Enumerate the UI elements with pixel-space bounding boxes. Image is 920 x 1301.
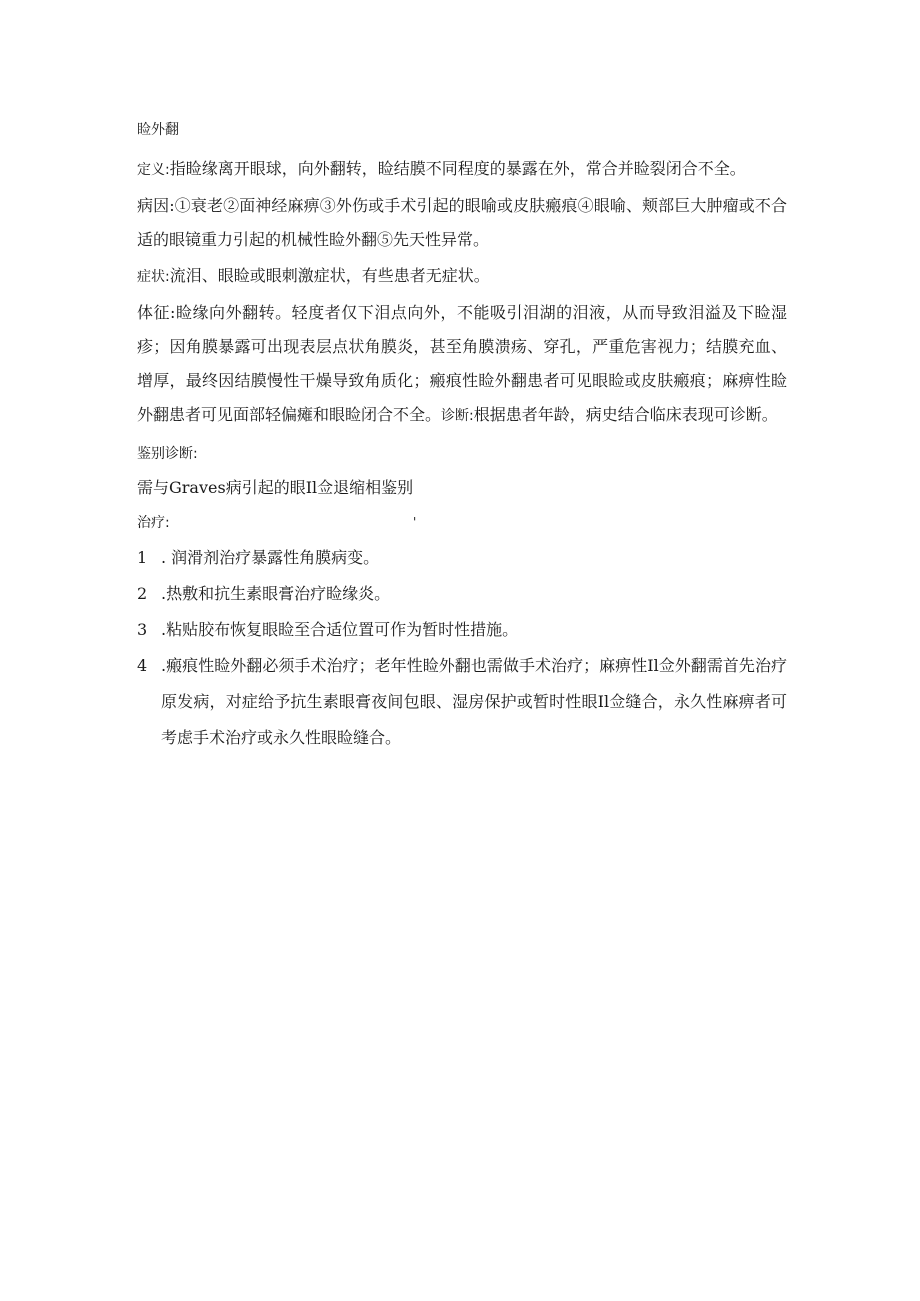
treatment-item xyxy=(137,648,787,756)
definition-paragraph xyxy=(137,152,787,187)
treatment-item-text: . 润滑剂治疗暴露性角膜病变。 xyxy=(161,548,380,567)
signs-text: 睑缘向外翻转。轻度者仅下泪点向外，不能吸引泪湖的泪液，从而导致泪溢及下睑湿疹；因角膜暴露可出现表层点状角膜炎，甚至角膜溃疡、穿孔，严重危害视力；结膜充血、增厚，最终因结膜慢性干燥导致角质化；瘢痕性睑外翻患者可见眼睑或皮肤瘢痕；麻痹性睑外翻患者可见面部轻偏瘫和眼睑闭合不全。 xyxy=(137,303,787,424)
treatment-item-number: 4 xyxy=(137,656,148,675)
diagnosis-label: 诊断: xyxy=(441,408,474,424)
treatment-item-number: 1 xyxy=(137,548,148,567)
treatment-item-text: .热敷和抗生素眼膏治疗睑缘炎。 xyxy=(161,584,391,603)
treatment-list xyxy=(137,540,787,756)
cause-label: 病因: xyxy=(137,196,175,215)
stray-mark: ' xyxy=(413,515,417,529)
symptom-paragraph xyxy=(137,259,787,294)
cause-paragraph xyxy=(137,189,787,257)
treatment-label: 治疗: xyxy=(137,515,170,531)
treatment-item-number: 3 xyxy=(137,620,148,639)
treatment-heading xyxy=(137,505,787,540)
treatment-item xyxy=(137,576,787,612)
treatment-item-text: .瘢痕性睑外翻必须手术治疗；老年性睑外翻也需做手术治疗；麻痹性Il佥外翻需首先治疗原发病，对症给予抗生素眼膏夜间包眼、湿房保护或暂时性眼Il佥缝合，永久性麻痹者可考虑手术治疗或永久性眼睑缝合。 xyxy=(161,656,787,747)
document-page xyxy=(137,118,787,756)
treatment-item xyxy=(137,540,787,576)
diagnosis-text: 根据患者年龄，病史结合临床表现可诊断。 xyxy=(473,405,778,424)
treatment-item-number: 2 xyxy=(137,584,148,603)
differential-label: 鉴别诊断: xyxy=(137,446,198,462)
symptom-label: 症状: xyxy=(137,269,170,285)
symptom-text: 流泪、眼睑或眼刺激症状，有些患者无症状。 xyxy=(169,266,490,285)
signs-label: 体征: xyxy=(137,303,176,322)
treatment-item-text: .粘贴胶布恢复眼睑至合适位置可作为暂时性措施。 xyxy=(161,620,519,639)
cause-text: ①衰老②面神经麻痹③外伤或手术引起的眼喻或皮肤瘢痕④眼喻、颊部巨大肿瘤或不合适的眼镜重力引起的机械性睑外翻⑤先天性异常。 xyxy=(137,196,787,249)
differential-text: 需与Graves病引起的眼Il佥退缩相鉴别 xyxy=(137,478,414,497)
signs-paragraph xyxy=(137,296,787,433)
definition-text: 指睑缘离开眼球，向外翻转，睑结膜不同程度的暴露在外，常合并睑裂闭合不全。 xyxy=(169,159,746,178)
treatment-item xyxy=(137,612,787,648)
document-title: 睑外翻 xyxy=(137,122,179,138)
definition-label: 定义: xyxy=(137,162,170,178)
